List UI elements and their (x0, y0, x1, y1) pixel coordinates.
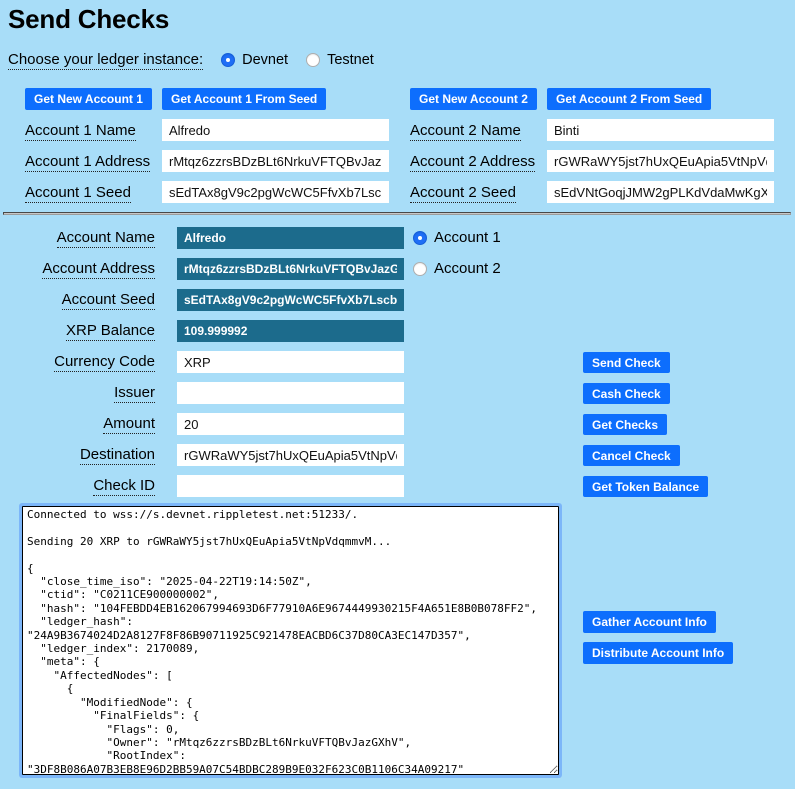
get-new-account2-button[interactable]: Get New Account 2 (410, 88, 537, 110)
destination-row (0, 444, 404, 466)
account-address-label: Account Address (42, 259, 155, 277)
testnet-radio-label: Testnet (327, 52, 374, 68)
account1-buttons-row (25, 88, 395, 110)
account1-select-radio[interactable] (413, 231, 427, 245)
testnet-radio[interactable] (306, 53, 320, 67)
account-name-row (0, 227, 404, 249)
account2-address-row (410, 150, 780, 172)
selected-account-address-field[interactable] (177, 258, 404, 280)
distribute-account-info-button[interactable]: Distribute Account Info (583, 642, 733, 664)
currency-code-input[interactable] (177, 351, 404, 373)
account1-name-label: Account 1 Name (25, 121, 136, 139)
account2-select-radio-option[interactable] (413, 260, 501, 277)
account2-select-radio[interactable] (413, 262, 427, 276)
xrp-balance-label: XRP Balance (66, 321, 155, 339)
currency-code-row (0, 351, 404, 373)
devnet-radio[interactable] (221, 53, 235, 67)
ledger-instance-row (8, 50, 374, 70)
issuer-label: Issuer (114, 383, 155, 401)
account2-new-button-cell (410, 88, 547, 110)
cash-check-button[interactable]: Cash Check (583, 383, 670, 404)
get-account2-from-seed-button[interactable]: Get Account 2 From Seed (547, 88, 711, 110)
xrp-balance-field[interactable] (177, 320, 404, 342)
send-check-button[interactable]: Send Check (583, 352, 670, 373)
account-name-label: Account Name (56, 228, 155, 246)
account1-address-row (25, 150, 395, 172)
check-actions-column (583, 352, 708, 497)
account1-select-radio-option[interactable] (413, 229, 501, 246)
account2-buttons-row (410, 88, 780, 110)
results-textarea[interactable] (22, 506, 559, 775)
get-new-account1-button[interactable]: Get New Account 1 (25, 88, 152, 110)
devnet-radio-label: Devnet (242, 52, 289, 68)
account2-name-label: Account 2 Name (410, 121, 521, 139)
destination-input[interactable] (177, 444, 404, 466)
check-operations-form (0, 227, 404, 506)
currency-code-label: Currency Code (54, 352, 155, 370)
account2-name-input[interactable] (547, 119, 774, 141)
account2-section (410, 88, 780, 203)
account1-address-input[interactable] (162, 150, 389, 172)
gather-account-info-button[interactable]: Gather Account Info (583, 611, 716, 633)
check-id-label: Check ID (93, 476, 155, 494)
issuer-row (0, 382, 404, 404)
account2-seed-input[interactable] (547, 181, 774, 203)
account2-address-input[interactable] (547, 150, 774, 172)
account1-seed-input[interactable] (162, 181, 389, 203)
account1-name-input[interactable] (162, 119, 389, 141)
get-checks-button[interactable]: Get Checks (583, 414, 667, 435)
account2-address-label: Account 2 Address (410, 152, 536, 170)
account1-new-button-cell (25, 88, 162, 110)
ledger-instance-label: Choose your ledger instance: (8, 50, 204, 68)
page-title: Send Checks (8, 4, 170, 34)
account-seed-row (0, 289, 404, 311)
check-id-input[interactable] (177, 475, 404, 497)
account2-seed-label: Account 2 Seed (410, 183, 516, 201)
get-account1-from-seed-button[interactable]: Get Account 1 From Seed (162, 88, 326, 110)
amount-row (0, 413, 404, 435)
devnet-radio-option[interactable] (221, 52, 288, 68)
selected-account-seed-field[interactable] (177, 289, 404, 311)
account-address-row (0, 258, 404, 280)
destination-label: Destination (79, 445, 155, 463)
account1-seed-label: Account 1 Seed (25, 183, 131, 201)
account1-address-label: Account 1 Address (25, 152, 151, 170)
account1-select-radio-label: Account 1 (434, 229, 501, 246)
amount-label: Amount (103, 414, 155, 432)
cancel-check-button[interactable]: Cancel Check (583, 445, 680, 466)
section-divider (3, 212, 791, 215)
account-seed-label: Account Seed (61, 290, 155, 308)
account2-seed-row (410, 181, 780, 203)
amount-input[interactable] (177, 413, 404, 435)
testnet-radio-option[interactable] (306, 52, 374, 68)
issuer-input[interactable] (177, 382, 404, 404)
account1-seed-row (25, 181, 395, 203)
account2-select-radio-label: Account 2 (434, 260, 501, 277)
account-info-actions-column (583, 611, 733, 664)
check-id-row (0, 475, 404, 497)
xrp-balance-row (0, 320, 404, 342)
selected-account-name-field[interactable] (177, 227, 404, 249)
account1-section (25, 88, 395, 203)
account2-name-row (410, 119, 780, 141)
account1-name-row (25, 119, 395, 141)
get-token-balance-button[interactable]: Get Token Balance (583, 476, 708, 497)
